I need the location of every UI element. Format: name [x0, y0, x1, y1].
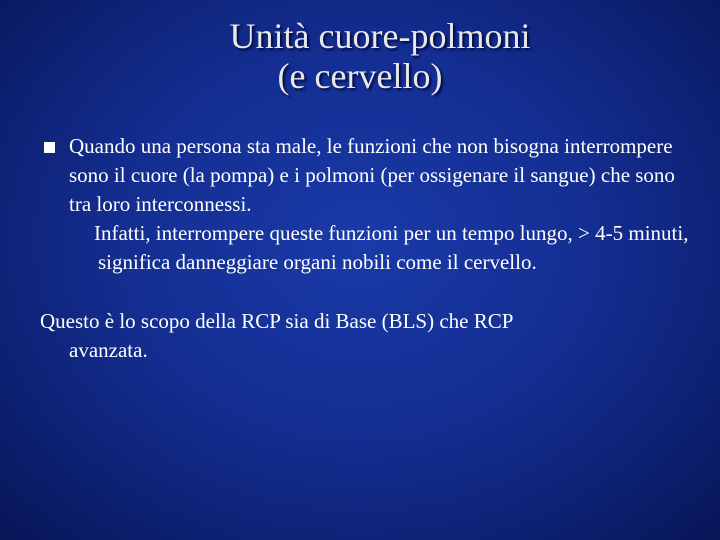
- slide-body: [40, 132, 690, 365]
- paragraph-2-line-2: avanzata.: [69, 338, 148, 362]
- title-line-2: (e cervello): [277, 56, 443, 96]
- bullet-text: [69, 132, 690, 219]
- paragraph-2-line-1: Questo è lo scopo della RCP sia di Base (BLS) che RCP: [40, 309, 514, 333]
- bold-word-cuore: cuore: [130, 163, 178, 187]
- paragraph-2: [40, 307, 690, 365]
- bullet-text-part-2: (la pompa) e i: [177, 163, 306, 187]
- title-line-1: Unità cuore-polmoni: [229, 16, 531, 56]
- bullet-item: [40, 132, 690, 277]
- slide-title: [0, 16, 720, 96]
- spacer: [40, 277, 690, 307]
- bullet-text-part-1: Quando una persona sta male, le funzioni che non bisogna interrompere sono il: [69, 134, 673, 187]
- square-bullet-icon: [44, 142, 55, 153]
- bullet-continuation: Infatti, interrompere queste funzioni per un tempo lungo, > 4-5 minuti, significa danneggiare organi nobili come il cervello.: [94, 221, 689, 274]
- bullet-text-part-3: (per ossigenare il sangue) che sono tra loro interconnessi.: [69, 163, 675, 216]
- bold-word-polmoni: polmoni: [305, 163, 376, 187]
